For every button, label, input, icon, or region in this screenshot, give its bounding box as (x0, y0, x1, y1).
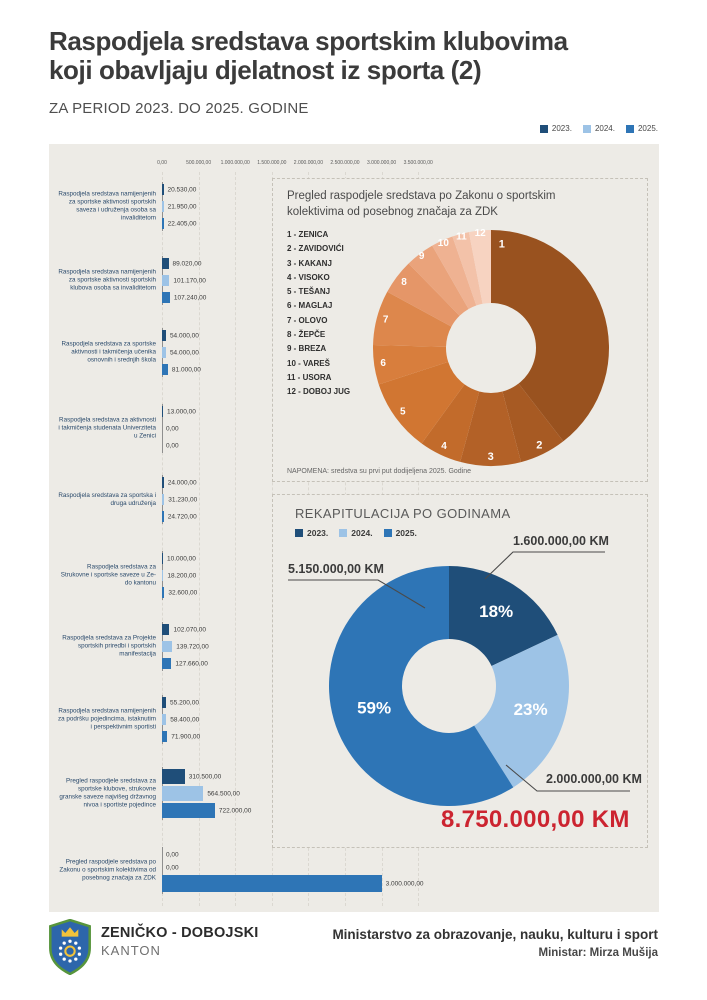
recap-panel-title: REKAPITULACIJA PO GODINAMA (295, 506, 511, 521)
bar-2024 (162, 347, 166, 358)
bar-value-label: 127.660,00 (175, 660, 208, 667)
legend-label: 2025. (395, 528, 417, 538)
bar-2025 (162, 218, 164, 229)
zdk-donut-chart (366, 223, 616, 473)
municipality-item: 9 - BREZA (287, 344, 327, 354)
title-line-2: koji obavljaju djelatnost iz sporta (2) (49, 55, 482, 86)
year-legend-top (540, 124, 658, 133)
x-axis-tick: 2.000.000,00 (293, 160, 323, 166)
legend-label: 2023. (307, 528, 329, 538)
donut-slice-label: 2 (536, 439, 543, 452)
zdk-note: NAPOMENA: sredstva su prvi put dodijeljena 2025. Godine (287, 468, 472, 475)
donut-slice-label: 18% (479, 602, 514, 622)
minister-name: Ministar: Mirza Mušija (538, 947, 658, 959)
bar-group-label: Pregled raspodjele sredstava po Zakonu o sportskim kolektivima od posebnog značaja za ZDK (59, 858, 156, 882)
legend-label: 2024. (594, 124, 615, 133)
donut-slice-label: 4 (441, 440, 447, 452)
municipality-item: 3 - KAKANJ (287, 258, 332, 268)
logo-star (59, 946, 62, 949)
bar-2025 (162, 511, 164, 522)
callout-2025-amount: 5.150.000,00 KM (288, 562, 384, 576)
bar-value-label: 81.000,00 (171, 366, 201, 373)
x-axis-tick: 2.500.000,00 (330, 160, 360, 166)
callout-leader-lines (273, 495, 649, 849)
x-axis-tick: 500.000,00 (186, 160, 212, 166)
logo-star (63, 957, 66, 960)
bar-2025 (162, 803, 215, 818)
donut-slice-label: 6 (380, 358, 386, 370)
x-axis-tick: 1.500.000,00 (257, 160, 287, 166)
bar-value-label: 24.720,00 (167, 513, 197, 520)
bar-2025 (162, 292, 170, 303)
bar-value-label: 13.000,00 (167, 408, 196, 415)
bar-value-label: 101.170,00 (173, 277, 206, 284)
title-line-1: Raspodjela sredstava sportskim klubovima (49, 26, 568, 56)
bar-value-label: 71.900,00 (171, 733, 201, 740)
bar-group-label: Raspodjela sredstava za aktivnosti i takmičenja studenata Univerziteta u Zenici (58, 416, 156, 440)
municipality-item: 7 - OLOVO (287, 315, 328, 325)
page-title (49, 27, 568, 85)
bar-2023 (162, 553, 163, 564)
legend-swatch (626, 125, 634, 133)
bar-value-label: 10.000,00 (167, 555, 196, 562)
bar-value-label: 89.020,00 (172, 260, 202, 267)
municipality-item: 12 - DOBOJ JUG (287, 387, 351, 397)
logo-star (68, 959, 71, 962)
municipality-list (287, 228, 350, 400)
canton-name: ZENIČKO - DOBOJSKI (101, 925, 259, 941)
bar-value-label: 21.950,00 (167, 203, 197, 210)
bar-group-label: Raspodjela sredstava za Strukovne i sportske saveze u Ze-do kantonu (60, 563, 156, 587)
bar-group-label: Raspodjela sredstava namijenjenih za sportske aktivnosti sportskih saveza i udruženja osoba sa invaliditetom (58, 190, 156, 222)
logo-star (74, 942, 77, 945)
bar-2024 (162, 570, 163, 581)
bar-2025 (162, 658, 171, 669)
bar-group-label: Raspodjela sredstava namijenjenih za podršku pojedincima, istaknutim i perspektivnim sportisti (58, 707, 156, 731)
bar-2023 (162, 406, 163, 417)
canton-subname: KANTON (101, 943, 161, 958)
x-axis-tick: 3.000.000,00 (366, 160, 397, 166)
bar-value-label: 32.600,00 (168, 589, 198, 596)
municipality-item: 6 - MAGLAJ (287, 301, 333, 311)
donut-slice-label: 1 (498, 238, 505, 251)
bar-value-label: 0,00 (166, 442, 179, 449)
bar-value-label: 722.000,00 (218, 807, 252, 814)
bar-value-label: 0,00 (166, 851, 179, 858)
bar-2023 (162, 697, 166, 708)
bar-2023 (162, 624, 169, 635)
municipality-item: 1 - ZENICA (287, 230, 329, 239)
page-subtitle: ZA PERIOD 2023. DO 2025. GODINE (49, 100, 309, 117)
bar-2024 (162, 786, 203, 801)
canton-coat-of-arms (47, 919, 93, 975)
legend-swatch (540, 125, 548, 133)
bar-value-label: 54.000,00 (169, 332, 199, 339)
municipality-item: 5 - TEŠANJ (287, 287, 331, 297)
callout-2023-amount: 1.600.000,00 KM (513, 534, 609, 548)
municipality-item: 10 - VAREŠ (287, 358, 330, 368)
legend-label: 2023. (551, 124, 572, 133)
donut-slice-label: 10 (437, 237, 449, 249)
donut-slice-label: 11 (456, 231, 467, 243)
bar-value-label: 107.240,00 (173, 294, 207, 301)
bar-value-label: 20.530,00 (167, 186, 197, 193)
bar-value-label: 0,00 (166, 425, 179, 432)
total-amount: 8.750.000,00 KM (441, 806, 630, 833)
donut-slice-label: 7 (382, 314, 389, 326)
donut-slice-label: 8 (401, 276, 407, 288)
zdk-distribution-panel (272, 178, 648, 482)
bar-2024 (162, 494, 164, 505)
bar-value-label: 564.500,00 (207, 790, 240, 797)
bar-value-label: 58.400,00 (170, 716, 200, 723)
municipality-item: 11 - USORA (287, 372, 332, 382)
bar-2024 (162, 714, 166, 725)
zdk-panel-title (287, 188, 555, 220)
bar-2024 (162, 641, 172, 652)
bar-2023 (162, 769, 185, 784)
legend-label: 2024. (351, 528, 373, 538)
donut-slice-label: 3 (487, 450, 494, 463)
bar-value-label: 54.000,00 (169, 349, 199, 356)
donut-slice-label: 9 (418, 250, 425, 262)
bar-group-label: Raspodjela sredstava za sportska i druga udruženja (58, 491, 156, 507)
zdk-title-line-1: Pregled raspodjele sredstava po Zakonu o sportskim (287, 190, 556, 202)
bar-value-label: 102.070,00 (173, 626, 207, 633)
bar-2025 (162, 875, 382, 892)
logo-star (78, 953, 81, 956)
bar-group-label: Raspodjela sredstava za sportske aktivnosti i takmičenja učenika osnovnih i srednjih škola (61, 340, 156, 364)
bar-2023 (162, 330, 166, 341)
bar-2024 (162, 275, 169, 286)
bar-value-label: 55.200,00 (170, 699, 199, 706)
bar-2023 (162, 184, 164, 195)
bar-value-label: 3.000.000,00 (385, 880, 424, 887)
legend-label: 2025. (637, 124, 658, 133)
municipality-item: 8 - ŽEPČE (287, 330, 326, 340)
bar-group-label: Pregled raspodjele sredstava za sportske klubove, strukovne granske saveze najvišeg državnog nivoa i sportiste pojedince (59, 777, 156, 809)
municipality-item: 4 - VISOKO (287, 272, 330, 282)
bar-2025 (162, 731, 167, 742)
bar-value-label: 18.200,00 (167, 572, 197, 579)
ministry-name: Ministarstvo za obrazovanje, nauku, kulturu i sport (332, 927, 658, 942)
bar-2025 (162, 364, 168, 375)
donut-slice-label: 5 (400, 406, 406, 418)
bar-value-label: 0,00 (166, 864, 179, 871)
zdk-title-line-2: kolektivima od posebnog značaja za ZDK (287, 206, 498, 219)
donut-slice-label: 23% (513, 700, 548, 720)
bar-value-label: 310.500,00 (188, 773, 222, 780)
bar-2025 (162, 587, 164, 598)
legend-item-2023 (540, 124, 572, 133)
donut-slice-label: 12 (474, 228, 486, 240)
logo-star (68, 940, 71, 943)
bar-2024 (162, 201, 164, 212)
logo-star (78, 946, 81, 949)
legend-item-2025 (626, 124, 658, 133)
bar-group-label: Raspodjela sredstava za Projekte sportskih priredbi i sportskih manifestacija (62, 634, 156, 658)
bar-group-label: Raspodjela sredstava namijenjenih za sportske aktivnosti sportskih klubova osoba sa invaliditetom (58, 268, 156, 292)
legend-swatch (583, 125, 591, 133)
x-axis-tick: 0,00 (157, 160, 167, 166)
legend-item-2024 (583, 124, 615, 133)
logo-star (63, 942, 66, 945)
bar-value-label: 24.000,00 (167, 479, 197, 486)
logo-star (74, 957, 77, 960)
municipality-item: 2 - ZAVIDOVIĆI (287, 244, 344, 254)
bar-value-label: 31.230,00 (168, 496, 198, 503)
donut-slice-label: 59% (357, 698, 392, 718)
callout-2024-amount: 2.000.000,00 KM (546, 772, 642, 786)
bar-value-label: 22.405,00 (167, 220, 197, 227)
x-axis-tick: 3.500.000,00 (403, 160, 433, 166)
x-axis-tick: 1.000.000,00 (220, 160, 250, 166)
logo-star (59, 953, 62, 956)
bar-2023 (162, 477, 164, 488)
bar-2023 (162, 258, 169, 269)
bar-value-label: 139.720,00 (176, 643, 209, 650)
